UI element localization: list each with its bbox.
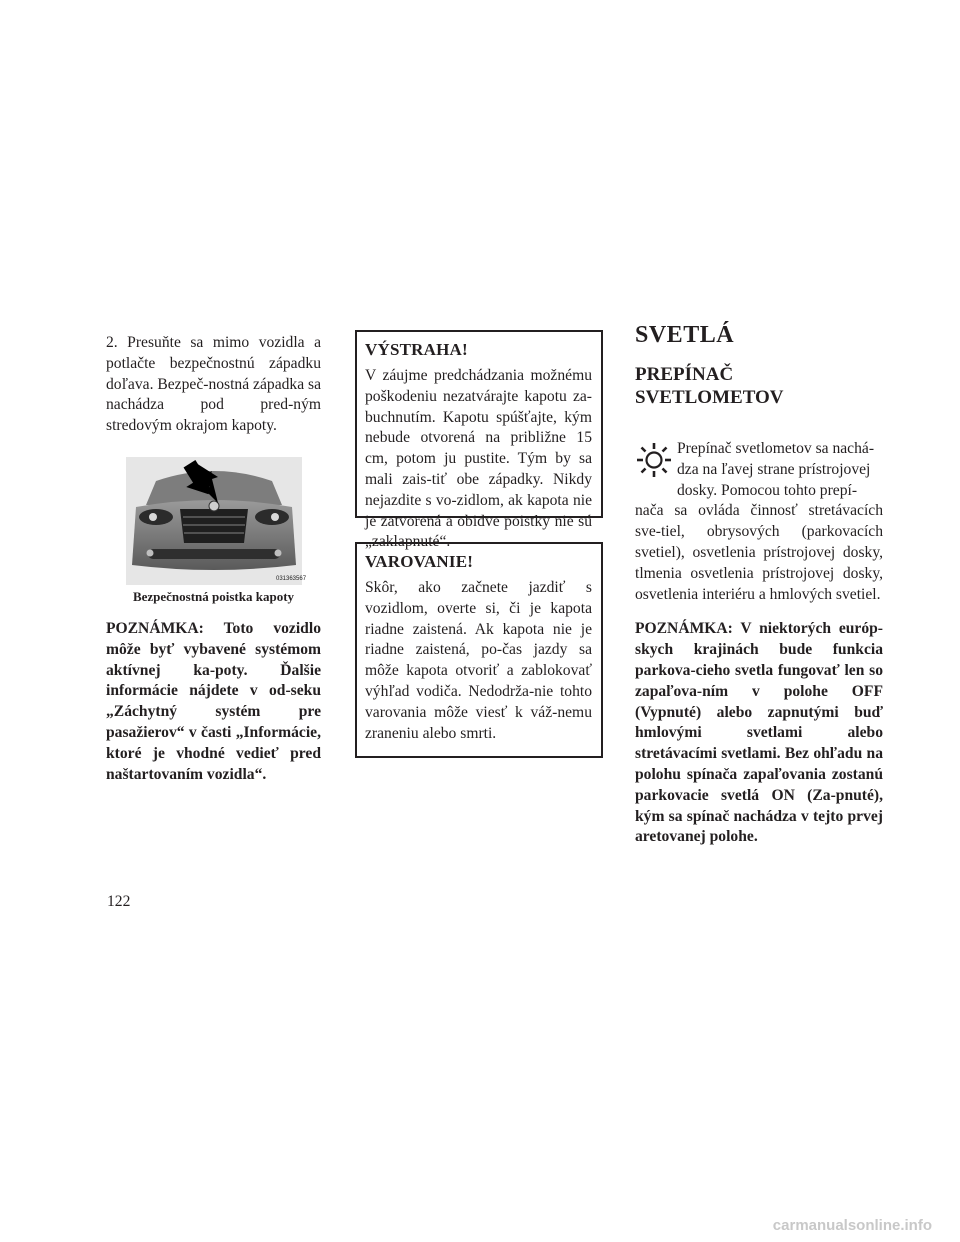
caution-box [355,542,603,758]
warning-title: VÝSTRAHA! [365,340,468,359]
image-code: 031363567 [275,575,306,582]
caution-text: Skôr, ako začnete jazdiť s vozidlom, overte si, či je kapota riadne zaistená. Ak kapota nie je riadne zaistená, po-čas jazdy sa môže kapota otvoriť a zablokovať výhľad vodiča. Nedodrža-nie tohto varovania môže viesť k váž-nemu zraneniu alebo smrti. [365,579,592,742]
icon-text-line-3: dosky. Pomocou tohto prepí- [677,481,858,499]
note-parking-lights: POZNÁMKA: V niektorých európ-skych krajinách bude funkcia parkova-cieho svetla fungovať len so zapaľova-ním v polohe OFF (Vypnuté) alebo zapnutými buď hmlovými svetlami alebo stretávacími svetlami. Bez ohľadu na polohu spínača zapaľovania zostanú parkovacie svetlá ON (Za-pnuté), kým sa spínač nachádza v tejto prvej aretovanej polohe. [635,620,883,846]
left-column [106,333,321,785]
warning-text: V záujme predchádzania možnému poškodeniu nezatvárajte kapotu za-buchnutím. Kapotu spúšťajte, kým nebude otvorená na približne 15 cm, potom ju pustite. Tým by sa mali zais-tiť obe západky. Nikdy nejazdite s vo-zidlom, ak kapota nie je zatvorená a obidve poistky nie sú „zaklapnuté“. [365,367,592,551]
page-number: 122 [107,893,131,910]
watermark-logo [652,1216,932,1234]
subsection-title [635,363,883,409]
figure-caption: Bezpečnostná poistka kapoty [132,588,295,604]
hood-latch-figure [106,457,321,605]
subsection-title-line2: SVETLOMETOV [635,387,784,408]
note-active-hood: POZNÁMKA: Toto vozidlo môže byť vybavené systémom aktívnej ka-poty. Ďalšie informácie nájdete v od-seku „Záchytný systém pre pasažierov“ v časti „Informácie, ktoré je vhodné vedieť pred naštartovaním vozidla“. [106,619,321,783]
headlight-switch-paragraph [635,439,883,605]
step-2-text: 2. Presuňte sa mimo vozidla a potlačte bezpečnostnú západku doľava. Bezpeč-nostná západka sa nachádza pod pred-ným stredovým okrajom kapoty. [106,334,322,435]
right-column [635,322,883,848]
headlight-sun-icon [635,441,673,479]
car-front-illustration [126,457,306,585]
headlight-switch-text: nača sa ovláda činnosť stretávacích sve-tiel, obrysových (parkovacích svetiel), osvetlenia prístrojovej dosky, tlmenia osvetlenia prístrojovej dosky, osvetlenia interiéru a hmlových svetiel. [635,502,883,603]
section-title: SVETLÁ [635,322,735,348]
subsection-title-line1: PREPÍNAČ [635,364,734,385]
caution-title: VAROVANIE! [365,552,474,571]
watermark-text: carmanualsonline.info [772,1217,932,1234]
middle-column [355,330,603,758]
icon-text-line-1: Prepínač svetlometov sa nachá- [677,440,875,457]
warning-box [355,330,603,551]
icon-text-line-2: dza na ľavej strane prístrojovej [677,460,871,478]
